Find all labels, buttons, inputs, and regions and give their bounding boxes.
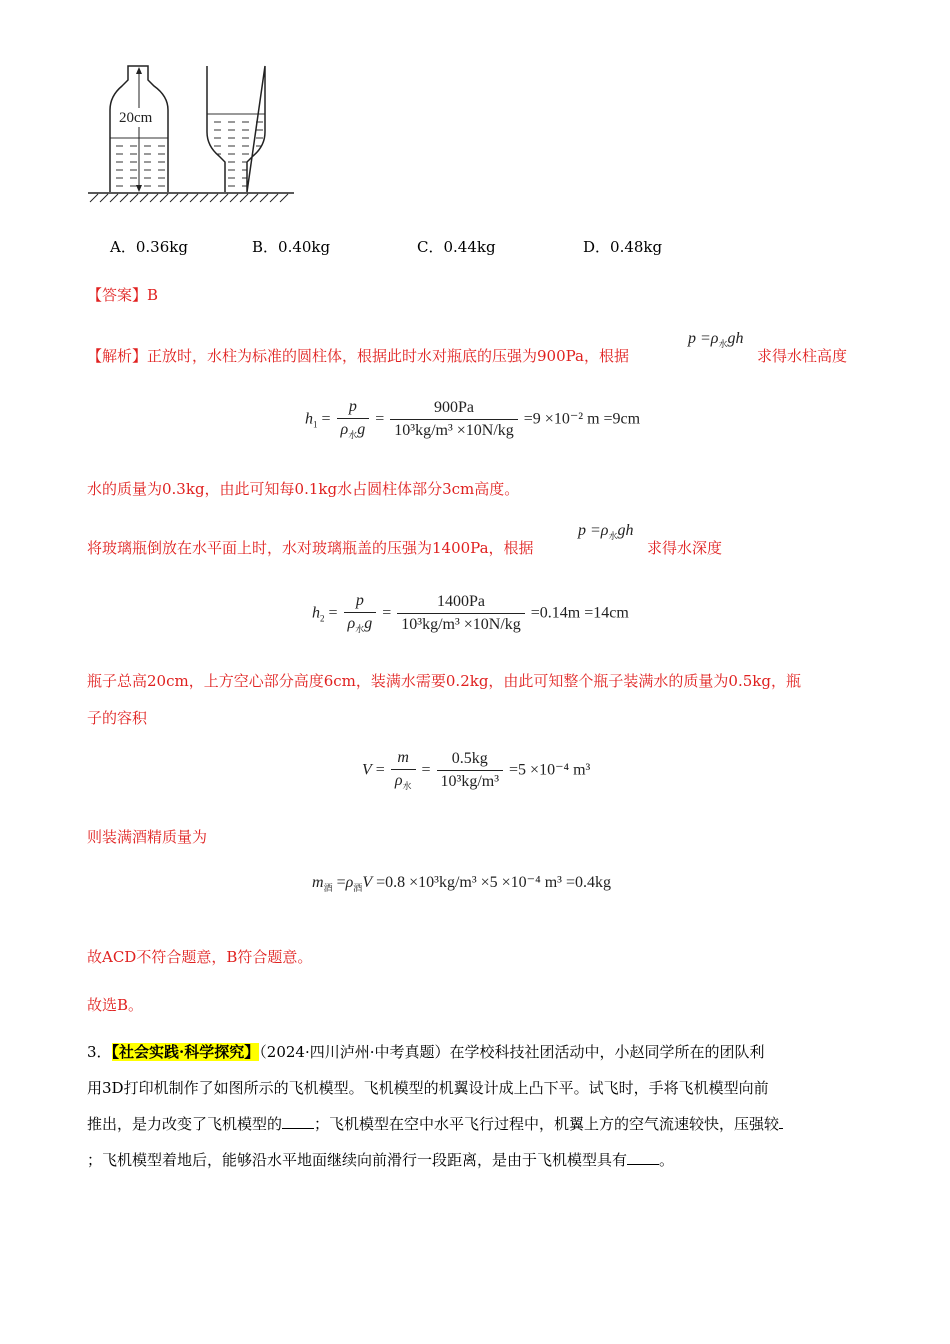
answer-blank-1[interactable] xyxy=(282,1116,314,1129)
question-3-line-3: 推出，是力改变了飞机模型的 ；飞机模型在空中水平飞行过程中，机翼上方的空气流速较快，压强较 xyxy=(87,1106,867,1142)
bottle-figure xyxy=(86,62,296,207)
upright-bottle xyxy=(110,66,168,192)
analysis-volume-1: 瓶子总高20cm，上方空心部分高度6cm，装满水需要0.2kg，由此可知整个瓶子装满水的质量为0.5kg，瓶 xyxy=(87,672,801,690)
equation-h1: $h_1$ = $\frac{p}{\rho_水g}$ = $\frac{900Pa}{\text{10³kg/m³ ×10N/kg}}$ =9 ×10⁻² m =9cm xyxy=(305,398,641,441)
question-source: （2024·四川泸州·中考真题）在学校科技社团活动中，小赵同学所在的团队利 xyxy=(259,1043,765,1061)
option-c: C．0.44kg xyxy=(417,238,496,256)
analysis-inverted-suffix: 求得水深度 xyxy=(647,539,723,557)
answer-blank-2[interactable] xyxy=(779,1116,783,1129)
equation-h2: $h_2$ = $\frac{p}{\rho_水g}$ = $\frac{1400Pa}{\text{10³kg/m³ ×10N/kg}}$ =0.14m =14cm xyxy=(312,592,629,635)
question-3-line-2: 用3D打印机制作了如图所示的飞机模型。飞机模型的机翼设计成上凸下平。试飞时，手将飞机模型向前 xyxy=(87,1079,769,1097)
question-tag: 【社会实践·科学探究】 xyxy=(111,1043,260,1061)
ground-hatch xyxy=(90,194,288,202)
analysis-inverted: 将玻璃瓶倒放在水平面上时，水对玻璃瓶盖的压强为1400Pa，根据 xyxy=(87,539,534,557)
inverted-bottle xyxy=(207,66,265,192)
option-d: D．0.48kg xyxy=(583,238,663,256)
height-label: 20cm xyxy=(119,110,153,126)
analysis-choice: 故选B。 xyxy=(87,996,144,1014)
equation-volume: V = $\frac{m}{\rho_水}$ = $\frac{0.5kg}{\text{10³kg/m³}}$ =5 ×10⁻⁴ m³ xyxy=(362,749,591,792)
equation-alcohol-mass: $m_酒 =\rho_酒V =0.8 \times 10^3kg/m^3 \times 5 \times 10^{-4}$ m³ =0.4kg xyxy=(312,874,611,894)
analysis-intro: 【解析】正放时，水柱为标准的圆柱体，根据此时水对瓶底的压强为900Pa，根据 xyxy=(87,347,629,365)
question-3 xyxy=(87,1034,867,1178)
analysis-mass-note: 水的质量为0.3kg，由此可知每0.1kg水占圆柱体部分3cm高度。 xyxy=(87,480,520,498)
analysis-conclusion: 故ACD不符合题意，B符合题意。 xyxy=(87,948,313,966)
analysis-intro-suffix: 求得水柱高度 xyxy=(757,347,848,365)
formula-pressure-2: $p =\rho_水gh$ xyxy=(578,522,634,542)
analysis-alcohol: 则装满酒精质量为 xyxy=(87,828,208,846)
option-a: A．0.36kg xyxy=(110,238,188,256)
analysis-volume-2: 子的容积 xyxy=(87,709,148,727)
question-number: 3． xyxy=(87,1043,112,1061)
answer-blank-3[interactable] xyxy=(627,1152,659,1165)
question-3-line-1 xyxy=(87,1034,867,1070)
formula-pressure-1: $p =\rho_水gh$ xyxy=(688,330,744,350)
answer: 【答案】B xyxy=(87,286,159,304)
option-b: B．0.40kg xyxy=(252,238,331,256)
question-3-line-4: ；飞机模型着地后，能够沿水平地面继续向前滑行一段距离，是由于飞机模型具有 。 xyxy=(87,1151,675,1169)
